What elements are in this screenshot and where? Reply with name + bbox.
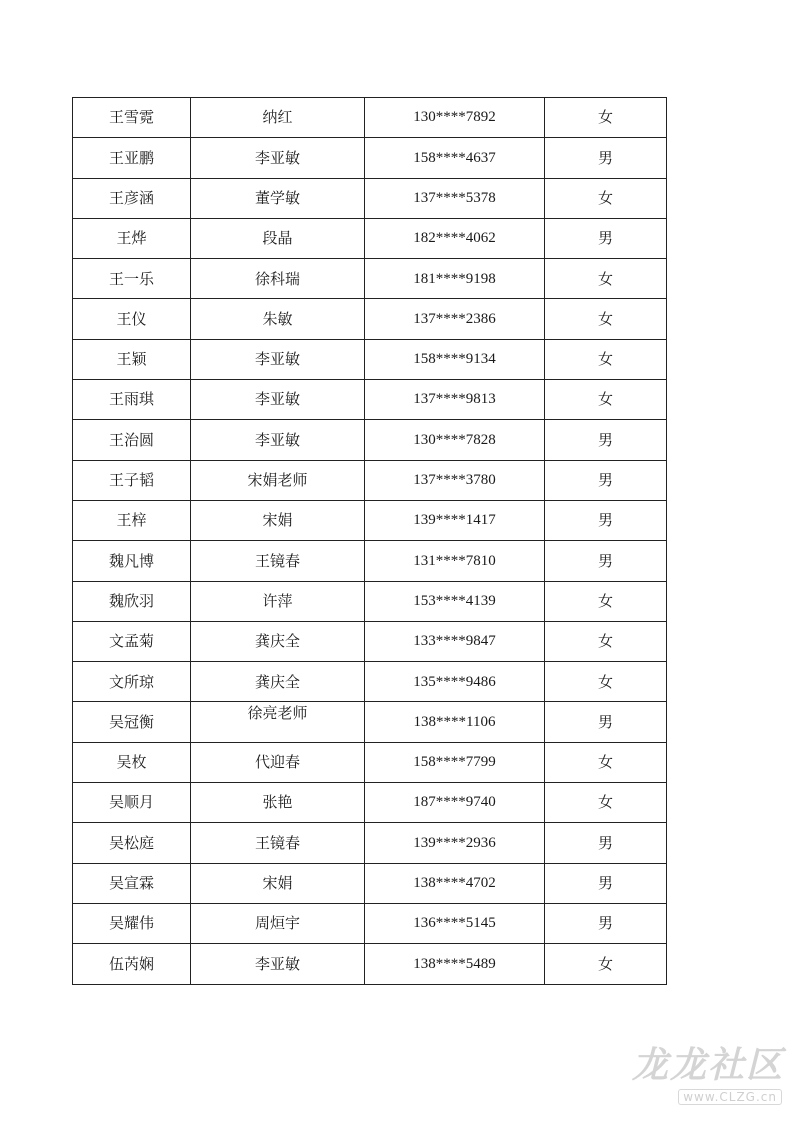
phone-number-text: 138****1106 (413, 713, 496, 730)
teacher-name-text: 李亚敏 (254, 148, 300, 167)
phone-number-text: 137****2386 (413, 310, 496, 327)
phone-number-text: 131****7810 (413, 552, 496, 569)
phone-number-text: 130****7828 (413, 431, 496, 448)
gender-cell (545, 541, 667, 581)
gender-text: 女 (597, 672, 613, 691)
phone-number-cell (365, 702, 545, 742)
phone-number-text: 139****2936 (413, 834, 496, 851)
gender-text: 男 (597, 874, 613, 893)
table-row (73, 823, 667, 863)
teacher-name-cell (191, 98, 365, 138)
student-name-cell (73, 178, 191, 218)
student-name-cell (73, 702, 191, 742)
gender-cell (545, 823, 667, 863)
student-name-cell (73, 500, 191, 540)
gender-cell (545, 500, 667, 540)
student-name-cell (73, 259, 191, 299)
teacher-name-text: 纳红 (262, 108, 293, 127)
phone-number-cell (365, 742, 545, 782)
teacher-name-cell (191, 742, 365, 782)
gender-cell (545, 299, 667, 339)
student-name-cell (73, 581, 191, 621)
table-row (73, 863, 667, 903)
phone-number-text: 137****3780 (413, 472, 496, 489)
table-row (73, 702, 667, 742)
teacher-name-text: 李亚敏 (254, 430, 300, 449)
teacher-name-text: 李亚敏 (254, 954, 300, 973)
teacher-name-cell (191, 863, 365, 903)
phone-number-cell (365, 903, 545, 943)
student-name-text: 吴冠衡 (108, 712, 154, 731)
table-row (73, 380, 667, 420)
student-name-text: 王梓 (116, 511, 147, 530)
teacher-name-text: 宋娟 (262, 874, 293, 893)
phone-number-text: 153****4139 (413, 592, 496, 609)
student-name-text: 文所琼 (108, 672, 154, 691)
gender-cell (545, 662, 667, 702)
phone-number-text: 182****4062 (413, 230, 496, 247)
teacher-name-text: 许萍 (262, 591, 293, 610)
table-row (73, 420, 667, 460)
phone-number-text: 139****1417 (413, 512, 496, 529)
teacher-name-cell (191, 218, 365, 258)
teacher-name-cell (191, 823, 365, 863)
table-row (73, 178, 667, 218)
teacher-name-cell (191, 662, 365, 702)
gender-text: 女 (597, 591, 613, 610)
phone-number-text: 133****9847 (413, 633, 496, 650)
gender-cell (545, 783, 667, 823)
student-name-cell (73, 944, 191, 984)
phone-number-cell (365, 339, 545, 379)
phone-number-text: 135****9486 (413, 673, 496, 690)
teacher-name-text: 周烜宇 (254, 914, 300, 933)
gender-cell (545, 944, 667, 984)
gender-cell (545, 98, 667, 138)
teacher-name-cell (191, 380, 365, 420)
table-row (73, 541, 667, 581)
teacher-name-cell (191, 944, 365, 984)
student-name-cell (73, 299, 191, 339)
student-name-cell (73, 98, 191, 138)
gender-text: 女 (597, 753, 613, 772)
gender-cell (545, 380, 667, 420)
phone-number-text: 136****5145 (413, 915, 496, 932)
table-row (73, 339, 667, 379)
student-name-text: 王治圆 (108, 430, 154, 449)
student-name-text: 伍芮娴 (108, 954, 154, 973)
gender-cell (545, 218, 667, 258)
table-row (73, 662, 667, 702)
phone-number-cell (365, 98, 545, 138)
teacher-name-text: 董学敏 (254, 188, 300, 207)
teacher-name-text: 王镜春 (254, 833, 300, 852)
student-name-cell (73, 742, 191, 782)
student-name-cell (73, 541, 191, 581)
phone-number-text: 137****9813 (413, 391, 496, 408)
watermark-site-url: www.CLZG.cn (678, 1089, 782, 1105)
student-name-cell (73, 339, 191, 379)
table-row (73, 259, 667, 299)
student-name-text: 吴松庭 (108, 833, 154, 852)
teacher-name-cell (191, 460, 365, 500)
phone-number-cell (365, 218, 545, 258)
phone-number-text: 138****5489 (413, 955, 496, 972)
teacher-name-text: 段晶 (262, 229, 293, 248)
phone-number-cell (365, 621, 545, 661)
student-name-text: 魏欣羽 (108, 591, 154, 610)
phone-number-cell (365, 420, 545, 460)
table-row (73, 218, 667, 258)
student-name-text: 王亚鹏 (108, 148, 154, 167)
table-row (73, 299, 667, 339)
gender-text: 女 (597, 793, 613, 812)
gender-cell (545, 581, 667, 621)
gender-text: 女 (597, 390, 613, 409)
table-row (73, 138, 667, 178)
teacher-name-text: 王镜春 (254, 551, 300, 570)
teacher-name-text: 龚庆全 (254, 672, 300, 691)
gender-cell (545, 621, 667, 661)
teacher-name-cell (191, 621, 365, 661)
table-row (73, 621, 667, 661)
phone-number-cell (365, 138, 545, 178)
site-watermark (628, 1037, 788, 1117)
roster-table (72, 97, 667, 985)
gender-text: 男 (597, 914, 613, 933)
phone-number-text: 158****9134 (413, 351, 496, 368)
student-name-text: 王一乐 (108, 269, 154, 288)
student-name-cell (73, 460, 191, 500)
teacher-name-text: 朱敏 (262, 309, 293, 328)
gender-text: 女 (597, 309, 613, 328)
phone-number-text: 138****4702 (413, 875, 496, 892)
gender-cell (545, 259, 667, 299)
phone-number-text: 137****5378 (413, 189, 496, 206)
phone-number-cell (365, 944, 545, 984)
student-name-text: 王子韬 (108, 471, 154, 490)
teacher-name-text: 张艳 (262, 793, 293, 812)
gender-cell (545, 420, 667, 460)
student-name-cell (73, 823, 191, 863)
gender-cell (545, 863, 667, 903)
gender-cell (545, 903, 667, 943)
gender-text: 男 (597, 148, 613, 167)
gender-cell (545, 138, 667, 178)
phone-number-cell (365, 783, 545, 823)
gender-cell (545, 178, 667, 218)
teacher-name-cell (191, 702, 365, 742)
roster-body (73, 98, 667, 985)
gender-text: 女 (597, 350, 613, 369)
student-name-text: 王颖 (116, 350, 147, 369)
phone-number-cell (365, 460, 545, 500)
gender-text: 男 (597, 430, 613, 449)
table-row (73, 783, 667, 823)
student-name-text: 吴枚 (116, 753, 147, 772)
teacher-name-text: 李亚敏 (254, 390, 300, 409)
gender-cell (545, 702, 667, 742)
phone-number-text: 187****9740 (413, 794, 496, 811)
teacher-name-text: 宋娟老师 (247, 471, 308, 490)
table-row (73, 742, 667, 782)
table-row (73, 581, 667, 621)
watermark-logo: 龙龙社区 (631, 1044, 784, 1086)
student-name-cell (73, 863, 191, 903)
gender-text: 男 (597, 833, 613, 852)
table-row (73, 903, 667, 943)
phone-number-cell (365, 541, 545, 581)
student-name-cell (73, 218, 191, 258)
phone-number-text: 158****7799 (413, 754, 496, 771)
student-name-cell (73, 903, 191, 943)
student-name-cell (73, 420, 191, 460)
teacher-name-cell (191, 339, 365, 379)
phone-number-cell (365, 380, 545, 420)
student-name-text: 文孟菊 (108, 632, 154, 651)
table-row (73, 460, 667, 500)
teacher-name-text: 李亚敏 (254, 350, 300, 369)
student-name-text: 王雪霓 (108, 108, 154, 127)
student-name-text: 魏凡博 (108, 551, 154, 570)
gender-text: 男 (597, 551, 613, 570)
phone-number-text: 158****4637 (413, 149, 496, 166)
teacher-name-cell (191, 299, 365, 339)
student-name-cell (73, 783, 191, 823)
student-name-cell (73, 380, 191, 420)
gender-text: 男 (597, 712, 613, 731)
phone-number-cell (365, 662, 545, 702)
teacher-name-cell (191, 581, 365, 621)
student-name-text: 王彦涵 (108, 188, 154, 207)
gender-text: 男 (597, 229, 613, 248)
student-name-text: 王雨琪 (108, 390, 154, 409)
table-row (73, 500, 667, 540)
gender-text: 女 (597, 632, 613, 651)
student-name-cell (73, 138, 191, 178)
gender-cell (545, 339, 667, 379)
phone-number-cell (365, 500, 545, 540)
student-name-cell (73, 621, 191, 661)
gender-cell (545, 742, 667, 782)
phone-number-cell (365, 823, 545, 863)
phone-number-cell (365, 259, 545, 299)
teacher-name-cell (191, 541, 365, 581)
gender-text: 女 (597, 188, 613, 207)
teacher-name-text: 徐科瑞 (254, 269, 300, 288)
student-name-text: 吴耀伟 (108, 914, 154, 933)
phone-number-cell (365, 581, 545, 621)
gender-cell (545, 460, 667, 500)
gender-text: 男 (597, 471, 613, 490)
teacher-name-text: 宋娟 (262, 511, 293, 530)
phone-number-cell (365, 178, 545, 218)
teacher-name-cell (191, 138, 365, 178)
teacher-name-cell (191, 903, 365, 943)
table-row (73, 944, 667, 984)
student-name-text: 王烨 (116, 229, 147, 248)
student-name-cell (73, 662, 191, 702)
student-name-text: 吴顺月 (108, 793, 154, 812)
teacher-name-cell (191, 783, 365, 823)
teacher-name-text: 龚庆全 (254, 632, 300, 651)
gender-text: 女 (597, 108, 613, 127)
phone-number-text: 130****7892 (413, 109, 496, 126)
phone-number-cell (365, 863, 545, 903)
student-name-text: 王仪 (116, 309, 147, 328)
teacher-name-text: 徐亮老师 (247, 703, 308, 722)
teacher-name-cell (191, 178, 365, 218)
gender-text: 女 (597, 269, 613, 288)
phone-number-cell (365, 299, 545, 339)
gender-text: 女 (597, 954, 613, 973)
teacher-name-cell (191, 259, 365, 299)
teacher-name-text: 代迎春 (254, 753, 300, 772)
gender-text: 男 (597, 511, 613, 530)
teacher-name-cell (191, 500, 365, 540)
student-name-text: 吴宣霖 (108, 874, 154, 893)
teacher-name-cell (191, 420, 365, 460)
phone-number-text: 181****9198 (413, 270, 496, 287)
table-row (73, 98, 667, 138)
